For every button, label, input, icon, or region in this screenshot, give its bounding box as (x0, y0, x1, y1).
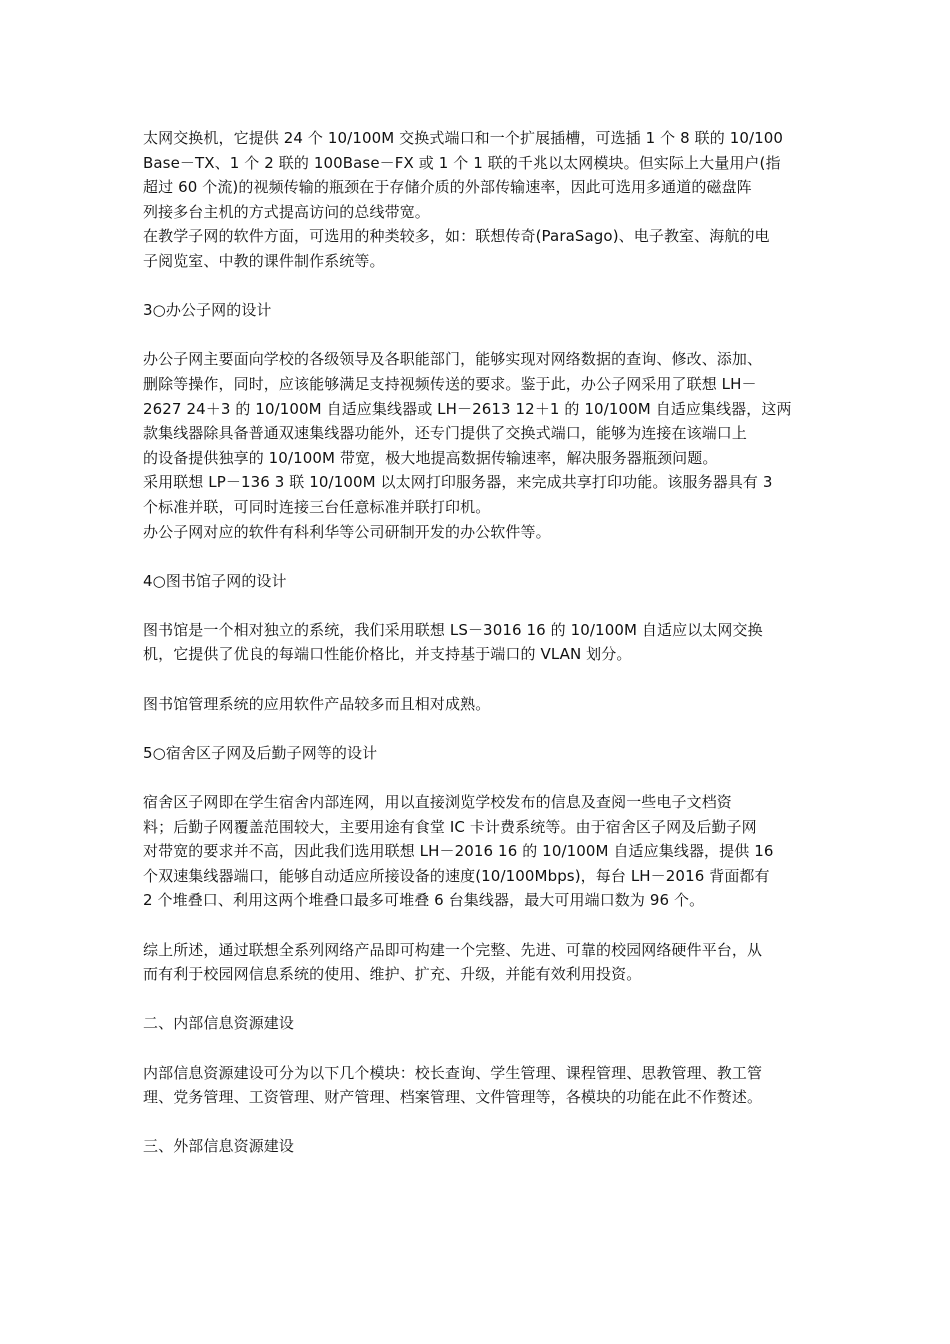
heading-text: 4○图书馆子网的设计 (143, 571, 287, 590)
paragraph-gap (143, 987, 823, 1012)
text-line: 图书馆管理系统的应用软件产品较多而且相对成熟。 (143, 694, 491, 713)
paragraph-gap (143, 913, 823, 938)
text-line: 宿舍区子网即在学生宿舍内部连网，用以直接浏览学校发布的信息及查阅一些电子文档资 (143, 793, 732, 812)
paragraph-library-subnet (143, 618, 823, 667)
text-line: Base－TX、1 个 2 联的 100Base－FX 或 1 个 1 联的千兆以太网模块。但实际上大量用户(指 (143, 153, 781, 172)
text-line: 列接多台主机的方式提高访问的总线带宽。 (143, 202, 430, 221)
section-heading-library-subnet (143, 569, 823, 594)
paragraph-gap (143, 716, 823, 741)
text-line: 子阅览室、中教的课件制作系统等。 (143, 251, 385, 270)
text-line: 的设备提供独享的 10/100M 带宽，极大地提高数据传输速率，解决服务器瓶颈问题。 (143, 448, 718, 467)
paragraph-library-software (143, 692, 823, 717)
text-line: 在教学子网的软件方面，可选用的种类较多，如：联想传奇(ParaSago)、电子教室、海航的电 (143, 227, 770, 246)
section-heading-office-subnet (143, 298, 823, 323)
heading-text: 二、内部信息资源建设 (143, 1014, 295, 1033)
section-heading-external-resources (143, 1134, 823, 1159)
paragraph-office-subnet (143, 347, 823, 544)
text-line: 采用联想 LP－136 3 联 10/100M 以太网打印服务器，来完成共享打印功能。该服务器具有 3 (143, 473, 773, 492)
paragraph-gap (143, 544, 823, 569)
heading-text: 5○宿舍区子网及后勤子网等的设计 (143, 743, 378, 762)
text-line: 个标准并联，可同时连接三台任意标准并联打印机。 (143, 497, 491, 516)
heading-text: 3○办公子网的设计 (143, 301, 272, 320)
paragraph-summary (143, 938, 823, 987)
text-line: 删除等操作，同时，应该能够满足支持视频传送的要求。鉴于此，办公子网采用了联想 LH－ (143, 374, 757, 393)
text-line: 而有利于校园网信息系统的使用、维护、扩充、升级，并能有效利用投资。 (143, 965, 642, 984)
text-line: 2627 24＋3 的 10/100M 自适应集线器或 LH－2613 12＋1 的 10/100M 自适应集线器，这两 (143, 399, 792, 418)
text-line: 办公子网对应的软件有科利华等公司研制开发的办公软件等。 (143, 522, 551, 541)
text-line: 个双速集线器端口，能够自动适应所接设备的速度(10/100Mbps)，每台 LH－2016 背面都有 (143, 866, 770, 885)
paragraph-gap (143, 274, 823, 299)
text-line: 对带宽的要求并不高，因此我们选用联想 LH－2016 16 的 10/100M 自适应集线器，提供 16 (143, 842, 774, 861)
text-line: 超过 60 个流)的视频传输的瓶颈在于存储介质的外部传输速率，因此可选用多通道的磁盘阵 (143, 178, 752, 197)
section-heading-dorm-subnet (143, 741, 823, 766)
text-line: 2 个堆叠口、利用这两个堆叠口最多可堆叠 6 台集线器，最大可用端口数为 96 个。 (143, 891, 705, 910)
paragraph-gap (143, 765, 823, 790)
text-line: 图书馆是一个相对独立的系统，我们采用联想 LS－3016 16 的 10/100M 自适应以太网交换 (143, 620, 763, 639)
paragraph-dorm-subnet (143, 790, 823, 913)
text-line: 机，它提供了优良的每端口性能价格比，并支持基于端口的 VLAN 划分。 (143, 645, 632, 664)
text-line: 办公子网主要面向学校的各级领导及各职能部门，能够实现对网络数据的查询、修改、添加、 (143, 350, 763, 369)
paragraph-gap (143, 1110, 823, 1135)
text-line: 理、党务管理、工资管理、财产管理、档案管理、文件管理等，各模块的功能在此不作赘述。 (143, 1088, 763, 1107)
heading-text: 三、外部信息资源建设 (143, 1137, 295, 1156)
paragraph-gap (143, 593, 823, 618)
paragraph-internal-resources (143, 1061, 823, 1110)
paragraph-teaching-subnet (143, 126, 823, 274)
text-line: 太网交换机，它提供 24 个 10/100M 交换式端口和一个扩展插槽，可选插 1 个 8 联的 10/100 (143, 129, 784, 147)
text-line: 内部信息资源建设可分为以下几个模块：校长查询、学生管理、课程管理、思教管理、教工管 (143, 1063, 763, 1082)
paragraph-gap (143, 1036, 823, 1061)
paragraph-gap (143, 323, 823, 348)
text-line: 料；后勤子网覆盖范围较大，主要用途有食堂 IC 卡计费系统等。由于宿舍区子网及后勤子网 (143, 817, 757, 836)
section-heading-internal-resources (143, 1011, 823, 1036)
document-page (143, 126, 823, 1159)
text-line: 综上所述，通过联想全系列网络产品即可构建一个完整、先进、可靠的校园网络硬件平台，从 (143, 940, 763, 959)
text-line: 款集线器除具备普通双速集线器功能外，还专门提供了交换式端口，能够为连接在该端口上 (143, 424, 748, 443)
paragraph-gap (143, 667, 823, 692)
